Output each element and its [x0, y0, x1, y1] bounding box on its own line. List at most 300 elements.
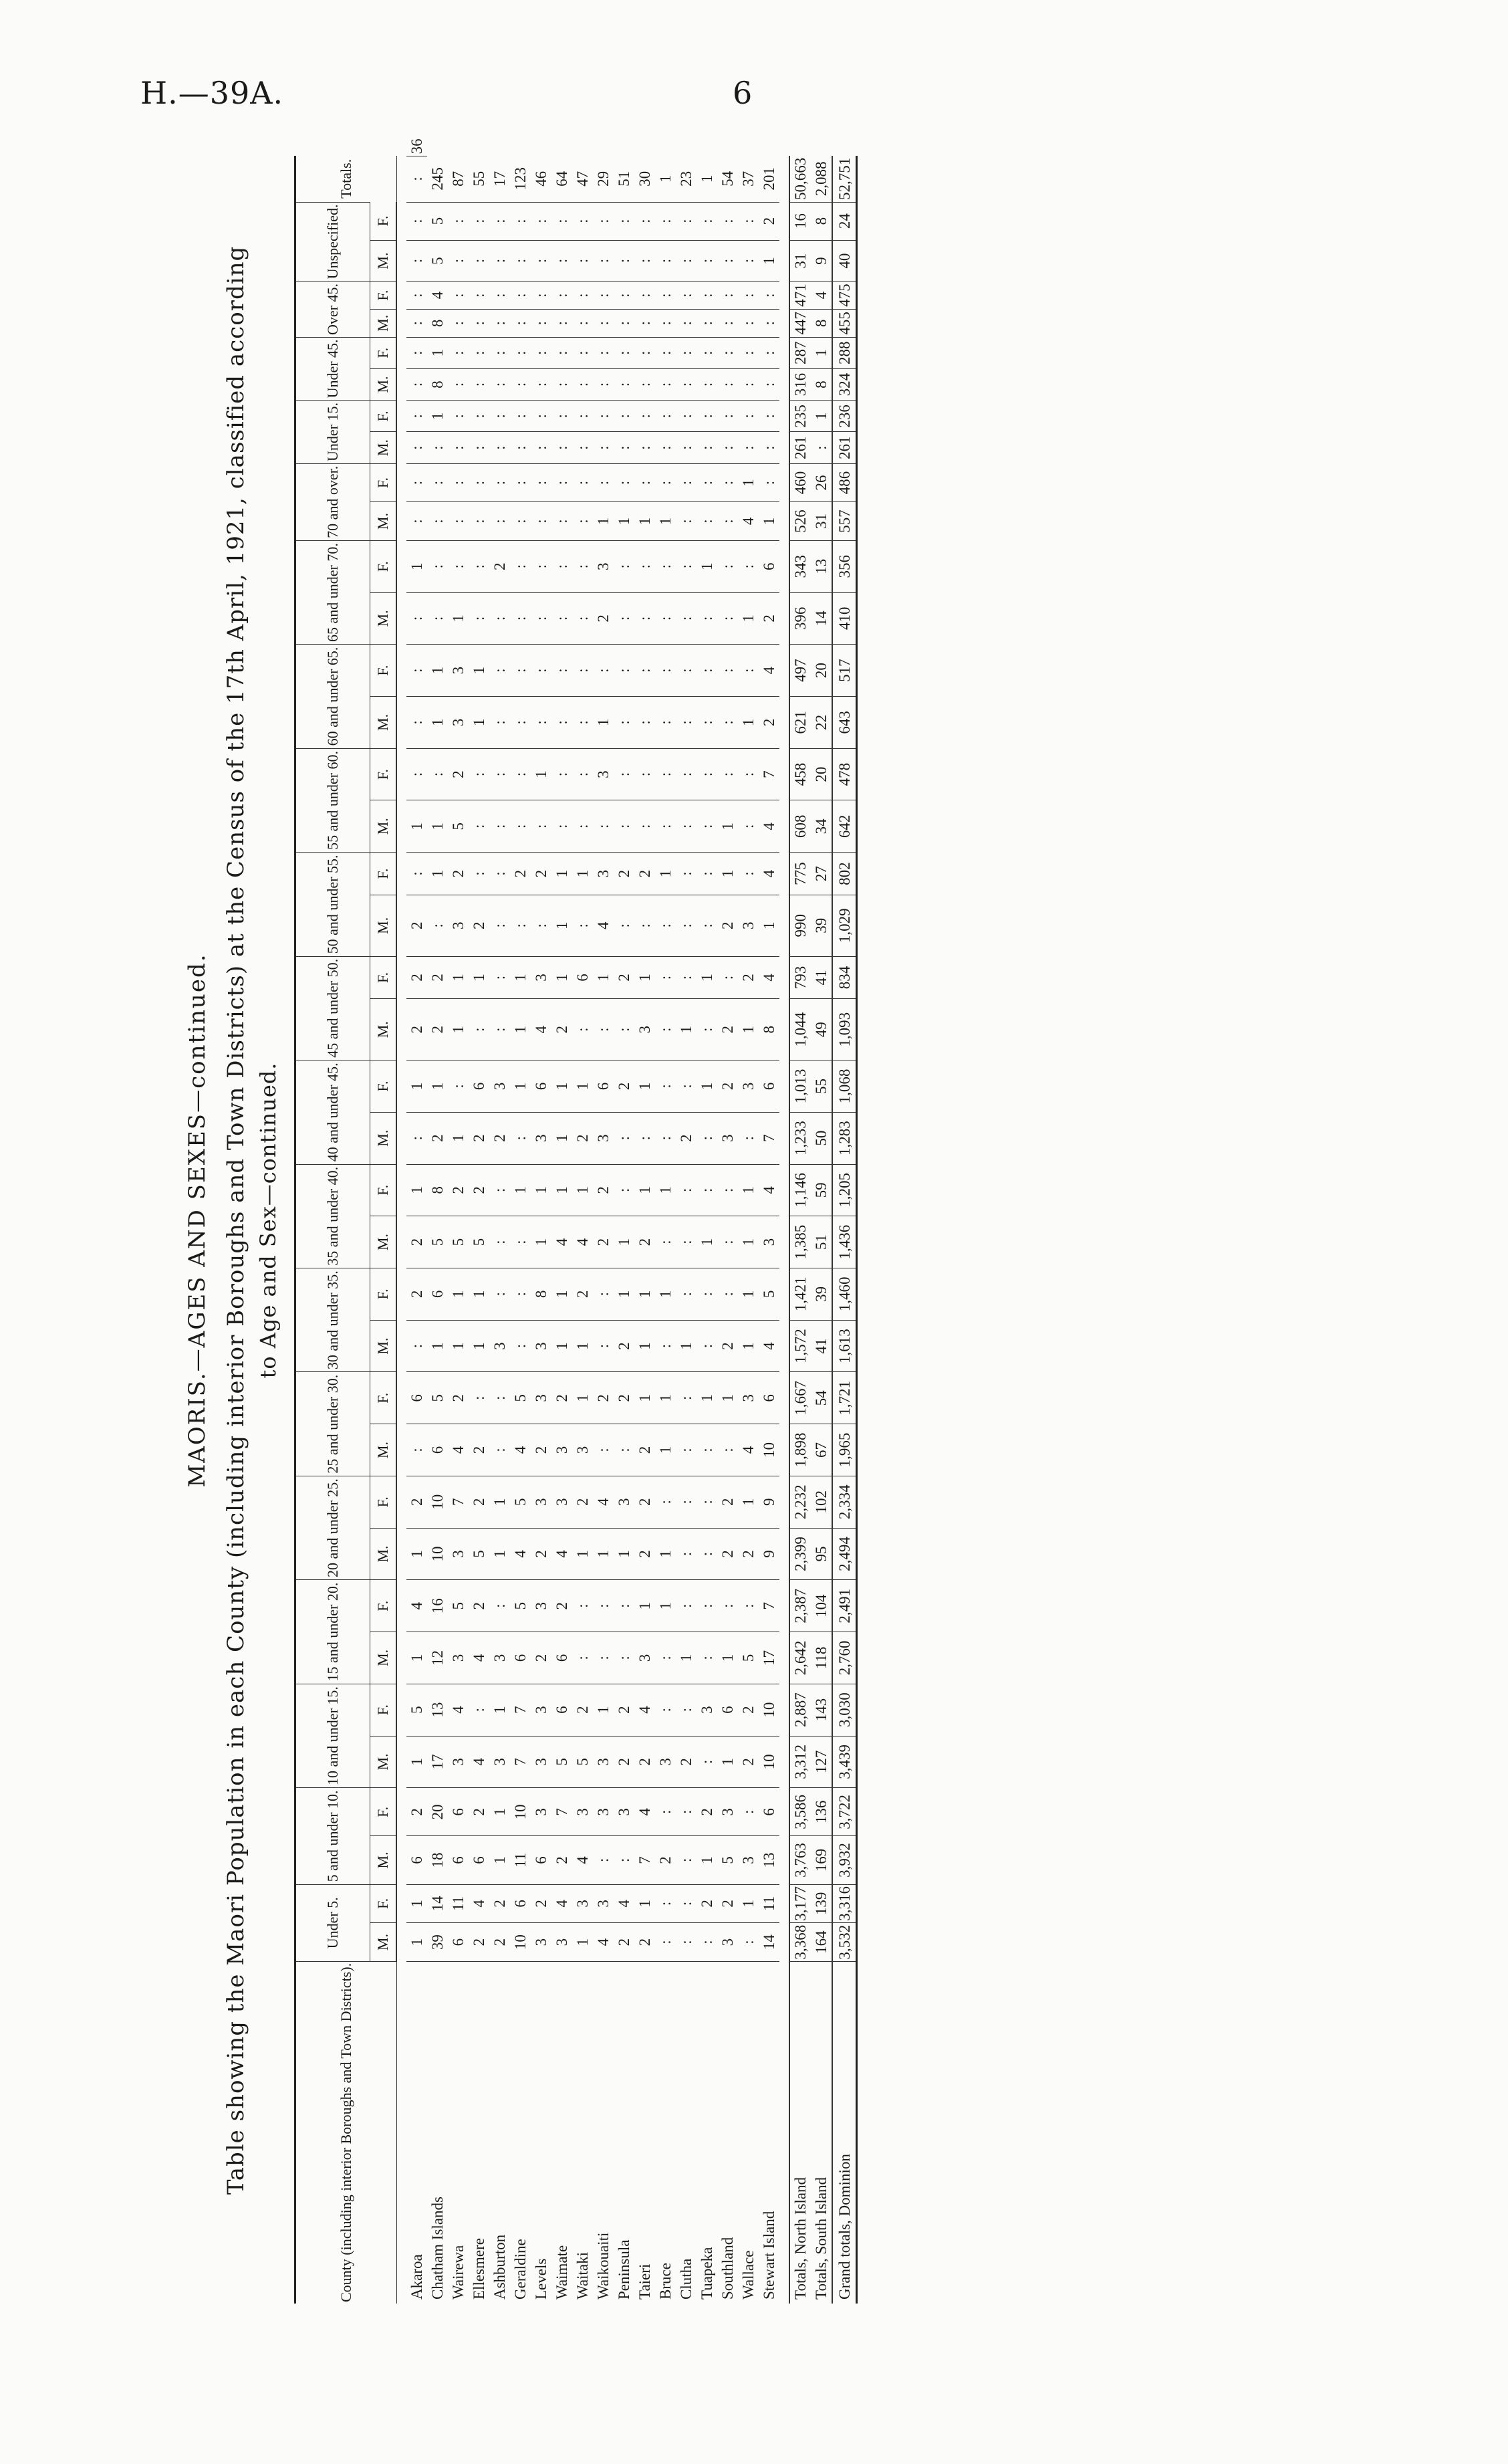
table-cell: :: [510, 401, 531, 432]
table-cell: 1: [593, 697, 614, 749]
table-cell: :: [676, 1923, 697, 1962]
table-cell: 3,532: [832, 1923, 857, 1962]
table-cell: 3: [531, 1788, 551, 1836]
table-cell: 3: [531, 1923, 551, 1962]
table-cell: :: [738, 282, 759, 310]
table-cell: 31: [789, 240, 811, 281]
table-cell: :: [427, 463, 448, 502]
table-cell: 1: [406, 1164, 427, 1216]
table-cell: :: [593, 309, 614, 337]
table-cell: 95: [811, 1528, 832, 1580]
table-cell: :: [676, 853, 697, 895]
table-cell: 10: [759, 1424, 779, 1476]
table-cell: 1: [634, 1372, 655, 1424]
table-cell: 2: [593, 592, 614, 645]
table-cell: 1: [427, 853, 448, 895]
table-cell: :: [593, 1320, 614, 1372]
table-cell: 1: [717, 1632, 738, 1684]
table-cell: 5: [427, 202, 448, 240]
table-cell: :: [427, 540, 448, 592]
table-cell: 1,721: [832, 1372, 857, 1424]
table-cell: 2,642: [789, 1632, 811, 1684]
table-cell: :: [717, 1268, 738, 1320]
table-cell: 2: [531, 1884, 551, 1923]
table-cell: :: [655, 337, 676, 368]
county-row: [655, 137, 676, 2304]
table-cell: :: [572, 463, 593, 502]
table-cell: 3: [717, 1788, 738, 1836]
table-cell: 455: [832, 309, 857, 337]
table-cell: 1: [489, 1528, 510, 1580]
table-cell: 643: [832, 697, 857, 749]
table-cell: :: [551, 309, 572, 337]
table-cell: :: [759, 309, 779, 337]
table-cell: 2: [593, 1216, 614, 1268]
table-cell: 1: [510, 999, 531, 1060]
table-cell: :: [489, 240, 510, 281]
table-cell: 2: [593, 1372, 614, 1424]
table-cell: 3: [738, 1836, 759, 1884]
table-cell: 6: [759, 1788, 779, 1836]
table-cell: :: [510, 1268, 531, 1320]
table-cell: 39: [427, 1923, 448, 1962]
table-caption-continued: to Age and Sex—continued.: [255, 1062, 281, 1379]
county-name: Peninsula: [614, 1961, 634, 2304]
table-cell: :: [469, 592, 489, 645]
table-cell: :: [697, 463, 717, 502]
table-cell: :: [759, 368, 779, 400]
table-cell: 2: [717, 1060, 738, 1113]
table-cell: 245: [429, 167, 446, 191]
table-cell: 17: [491, 171, 508, 187]
table-cell: 2: [448, 853, 469, 895]
table-cell: 287: [789, 337, 811, 368]
table-cell: 3: [572, 1788, 593, 1836]
table-cell: 20: [427, 1788, 448, 1836]
table-cell: 54: [811, 1372, 832, 1424]
table-cell: 1,436: [832, 1216, 857, 1268]
table-cell: :: [676, 1216, 697, 1268]
table-cell: 59: [811, 1164, 832, 1216]
male-subheader: M.: [370, 1528, 397, 1580]
county-name: Wairewa: [448, 1961, 469, 2304]
county-name: Levels: [531, 1961, 551, 2304]
table-cell: :: [593, 432, 614, 463]
table-cell: 447: [789, 309, 811, 337]
table-cell: :: [676, 432, 697, 463]
county-row: [593, 137, 614, 2304]
table-cell: 6: [551, 1684, 572, 1736]
table-cell: 3: [572, 1884, 593, 1923]
table-cell: :: [469, 337, 489, 368]
table-cell: 1: [634, 502, 655, 541]
table-cell: 3: [738, 1060, 759, 1113]
table-cell: 102: [811, 1476, 832, 1528]
table-cell: 235: [789, 401, 811, 432]
table-cell: 1: [427, 1060, 448, 1113]
table-cell: 13: [427, 1684, 448, 1736]
table-cell: 1: [406, 1060, 427, 1113]
table-cell: :: [489, 368, 510, 400]
table-cell: :: [406, 1112, 427, 1164]
table-cell: :: [614, 645, 634, 697]
table-cell: 11: [759, 1884, 779, 1923]
table-cell: :: [469, 401, 489, 432]
table-cell: 2: [406, 1268, 427, 1320]
table-cell: :: [717, 540, 738, 592]
table-cell: 2: [469, 1164, 489, 1216]
table-cell: 12: [427, 1632, 448, 1684]
table-cell: 1: [489, 1836, 510, 1884]
table-cell: 3: [551, 1424, 572, 1476]
table-cell: 39: [811, 895, 832, 956]
table-cell: 1: [676, 1320, 697, 1372]
table-cell: 1: [738, 1476, 759, 1528]
table-cell: 123: [512, 167, 529, 191]
table-cell: 1: [427, 697, 448, 749]
table-cell: 2: [634, 1476, 655, 1528]
table-body: [396, 137, 857, 2304]
table-cell: 2: [717, 1884, 738, 1923]
table-cell: 50,663: [789, 156, 811, 202]
table-cell: 14: [811, 592, 832, 645]
table-cell: 2: [531, 1528, 551, 1580]
table-cell: :: [697, 368, 717, 400]
table-cell: 1: [717, 1372, 738, 1424]
table-cell: :: [634, 895, 655, 956]
table-cell: :: [738, 368, 759, 400]
table-cell: :: [489, 645, 510, 697]
table-cell: :: [717, 1216, 738, 1268]
table-cell: :: [614, 800, 634, 853]
table-cell: :: [676, 1060, 697, 1113]
table-cell: :: [676, 697, 697, 749]
table-cell: 4: [469, 1736, 489, 1788]
table-cell: 460: [789, 463, 811, 502]
table-cell: 2: [655, 1836, 676, 1884]
island-totals-row: [811, 137, 832, 2304]
table-cell: 1,667: [789, 1372, 811, 1424]
age-group-header: 40 and under 45.: [295, 1060, 370, 1164]
table-cell: 5: [406, 1684, 427, 1736]
table-cell: :: [448, 368, 469, 400]
table-cell: 3: [531, 1476, 551, 1528]
table-cell: 3,312: [789, 1736, 811, 1788]
table-cell: 16: [427, 1580, 448, 1632]
table-cell: :: [697, 401, 717, 432]
table-cell: 793: [789, 956, 811, 999]
table-cell: :: [614, 592, 634, 645]
table-cell: :: [738, 645, 759, 697]
table-cell: 1,283: [832, 1112, 857, 1164]
table-cell: 55: [471, 171, 487, 187]
table-cell: :: [593, 463, 614, 502]
table-cell: 3: [717, 1112, 738, 1164]
table-cell: 2: [489, 1884, 510, 1923]
table-cell: :: [489, 592, 510, 645]
table-cell: :: [531, 502, 551, 541]
table-cell: :: [531, 592, 551, 645]
table-cell: :: [634, 202, 655, 240]
table-cell: :: [655, 956, 676, 999]
table-cell: 1: [697, 1060, 717, 1113]
table-cell: 2: [717, 999, 738, 1060]
table-cell: :: [489, 697, 510, 749]
table-cell: 3: [593, 1112, 614, 1164]
table-cell: :: [406, 368, 427, 400]
table-cell: 1: [738, 463, 759, 502]
male-subheader: M.: [370, 895, 397, 956]
table-cell: 14: [427, 1884, 448, 1923]
table-cell: :: [593, 282, 614, 310]
table-cell: :: [406, 282, 427, 310]
table-cell: 2: [406, 1216, 427, 1268]
table-cell: :: [676, 502, 697, 541]
table-cell: 1: [593, 1528, 614, 1580]
male-subheader: M.: [370, 1112, 397, 1164]
male-subheader: M.: [370, 999, 397, 1060]
table-cell: 11: [510, 1836, 531, 1884]
table-cell: 2: [697, 1788, 717, 1836]
table-cell: 1: [406, 1736, 427, 1788]
table-cell: 5: [469, 1528, 489, 1580]
table-cell: 7: [634, 1836, 655, 1884]
table-cell: :: [572, 800, 593, 853]
table-cell: 6: [427, 1424, 448, 1476]
age-group-header: 55 and under 60.: [295, 748, 370, 852]
table-cell: :: [448, 502, 469, 541]
table-cell: 5: [427, 240, 448, 281]
male-subheader: M.: [370, 1736, 397, 1788]
table-cell: 4: [759, 1320, 779, 1372]
spacer-row: [779, 137, 789, 2304]
table-cell: :: [551, 202, 572, 240]
age-group-header: 65 and under 70.: [295, 540, 370, 644]
table-cell: 1: [406, 1528, 427, 1580]
table-cell: :: [655, 999, 676, 1060]
table-cell: 9: [759, 1528, 779, 1580]
table-cell: :: [614, 748, 634, 800]
table-cell: :: [469, 202, 489, 240]
table-cell: 2,387: [789, 1580, 811, 1632]
table-cell: 2: [427, 999, 448, 1060]
table-cell: 6: [427, 1268, 448, 1320]
county-name: Waitaki: [572, 1961, 593, 2304]
table-cell: 1: [551, 1164, 572, 1216]
table-cell: 2: [469, 1580, 489, 1632]
table-cell: 1: [697, 1216, 717, 1268]
table-cell: :: [634, 401, 655, 432]
table-cell: 1: [811, 401, 832, 432]
table-cell: 10: [427, 1528, 448, 1580]
table-cell: 261: [832, 432, 857, 463]
female-subheader: F.: [370, 1580, 397, 1632]
table-cell: :: [697, 1736, 717, 1788]
table-cell: :: [634, 1112, 655, 1164]
table-cell: :: [551, 748, 572, 800]
table-cell: 557: [832, 502, 857, 541]
page-header-reference: H.—39A.: [140, 75, 284, 111]
age-group-header: 20 and under 25.: [295, 1476, 370, 1579]
table-cell: :: [427, 592, 448, 645]
table-cell: :: [655, 800, 676, 853]
table-cell: :: [448, 401, 469, 432]
county-row: [697, 137, 717, 2304]
table-cell: :: [489, 853, 510, 895]
table-cell: 2: [551, 999, 572, 1060]
table-cell: 5: [551, 1736, 572, 1788]
table-cell: 2: [738, 1528, 759, 1580]
table-cell: :: [655, 895, 676, 956]
table-cell: 2,399: [789, 1528, 811, 1580]
table-cell: 6: [510, 1632, 531, 1684]
table-cell: 1: [738, 999, 759, 1060]
table-cell: 1: [759, 240, 779, 281]
table-cell: 324: [832, 368, 857, 400]
table-cell: 4: [593, 895, 614, 956]
male-subheader: M.: [370, 697, 397, 749]
table-cell: 3,030: [832, 1684, 857, 1736]
table-cell: :: [489, 1216, 510, 1268]
table-cell: 775: [789, 853, 811, 895]
table-cell: 39: [811, 1268, 832, 1320]
table-cell: 10: [510, 1923, 531, 1962]
table-cell: 3: [593, 853, 614, 895]
table-cell: :: [717, 202, 738, 240]
table-cell: 2: [489, 1923, 510, 1962]
table-cell: 8: [811, 309, 832, 337]
table-cell: :: [655, 1060, 676, 1113]
table-cell: 5: [717, 1836, 738, 1884]
table-cell: :: [614, 282, 634, 310]
table-cell: 3: [531, 1736, 551, 1788]
table-cell: :: [551, 337, 572, 368]
female-subheader: F.: [370, 1476, 397, 1528]
table-cell: 1: [634, 956, 655, 999]
table-cell: 5: [510, 1476, 531, 1528]
table-cell: 3: [551, 1476, 572, 1528]
table-cell: 4: [510, 1528, 531, 1580]
table-cell: 1: [572, 1372, 593, 1424]
table-cell: :: [531, 895, 551, 956]
table-cell: :: [510, 645, 531, 697]
table-cell: 7: [759, 1580, 779, 1632]
table-cell: 3: [531, 956, 551, 999]
table-cell: 1: [551, 1320, 572, 1372]
table-cell: :: [717, 592, 738, 645]
table-cell: 3: [489, 1060, 510, 1113]
table-cell: 7: [759, 748, 779, 800]
table-cell: 1,460: [832, 1268, 857, 1320]
table-cell: 1: [489, 1476, 510, 1528]
county-name: Wallace: [738, 1961, 759, 2304]
table-cell: :: [759, 463, 779, 502]
table-cell: 1: [738, 1268, 759, 1320]
age-group-header: 35 and under 40.: [295, 1164, 370, 1268]
table-cell: 486: [832, 463, 857, 502]
table-cell: 2,887: [789, 1684, 811, 1736]
table-cell: 6: [448, 1923, 469, 1962]
table-cell: 1: [655, 1164, 676, 1216]
female-subheader: F.: [370, 1788, 397, 1836]
table-cell: 3: [531, 1112, 551, 1164]
table-cell: 49: [811, 999, 832, 1060]
female-subheader: F.: [370, 956, 397, 999]
table-cell: 14: [759, 1923, 779, 1962]
table-cell: :: [676, 956, 697, 999]
spacer-cell: [779, 156, 789, 2304]
age-group-header: 30 and under 35.: [295, 1268, 370, 1371]
table-cell: 288: [832, 337, 857, 368]
table-cell: 2: [717, 1528, 738, 1580]
table-cell: 1: [634, 1268, 655, 1320]
table-cell: 1: [510, 1060, 531, 1113]
table-cell: 2: [572, 1268, 593, 1320]
table-cell: 3: [531, 1684, 551, 1736]
table-cell: 4: [738, 502, 759, 541]
table-cell: 608: [789, 800, 811, 853]
table-cell: 6: [469, 1060, 489, 1113]
table-cell: :: [469, 282, 489, 310]
table-cell: :: [531, 645, 551, 697]
table-cell: 13: [811, 540, 832, 592]
table-cell: 2: [469, 1112, 489, 1164]
county-name: Totals, North Island: [789, 1961, 811, 2304]
table-cell: :: [406, 337, 427, 368]
table-cell: :: [572, 368, 593, 400]
table-cell: 5: [448, 800, 469, 853]
county-row: [759, 137, 779, 2304]
table-cell: :: [427, 895, 448, 956]
table-cell: :: [489, 1372, 510, 1424]
table-cell: 24: [832, 202, 857, 240]
table-cell: 1: [551, 1112, 572, 1164]
table-cell: 3,177: [789, 1884, 811, 1923]
table-cell: 642: [832, 800, 857, 853]
age-group-header: Under 15.: [295, 401, 370, 464]
table-cell: 1: [531, 748, 551, 800]
table-cell: :: [406, 202, 427, 240]
table-cell: 104: [811, 1580, 832, 1632]
table-cell: :: [572, 697, 593, 749]
table-cell: 2: [614, 1923, 634, 1962]
table-cell: 2: [572, 1112, 593, 1164]
county-row: [510, 137, 531, 2304]
table-cell: :: [676, 1164, 697, 1216]
table-cell: :: [593, 1632, 614, 1684]
table-cell: 1: [634, 1884, 655, 1923]
table-cell: :: [469, 540, 489, 592]
table-cell: :: [510, 540, 531, 592]
table-cell: :: [489, 309, 510, 337]
table-cell: 2: [717, 895, 738, 956]
table-cell: 2: [448, 748, 469, 800]
county-name: Akaroa: [406, 1961, 427, 2304]
table-cell: 2: [489, 1112, 510, 1164]
table-cell: 4: [738, 1424, 759, 1476]
table-cell: :: [406, 1320, 427, 1372]
rotated-table-region: [180, 137, 973, 2304]
table-cell: :: [510, 697, 531, 749]
table-cell: 2: [717, 1476, 738, 1528]
table-cell: 356: [832, 540, 857, 592]
county-row: [614, 137, 634, 2304]
table-cell: :: [551, 240, 572, 281]
table-cell: :: [811, 432, 832, 463]
male-subheader: M.: [370, 1216, 397, 1268]
table-cell: :: [717, 368, 738, 400]
table-cell: :: [676, 1476, 697, 1528]
